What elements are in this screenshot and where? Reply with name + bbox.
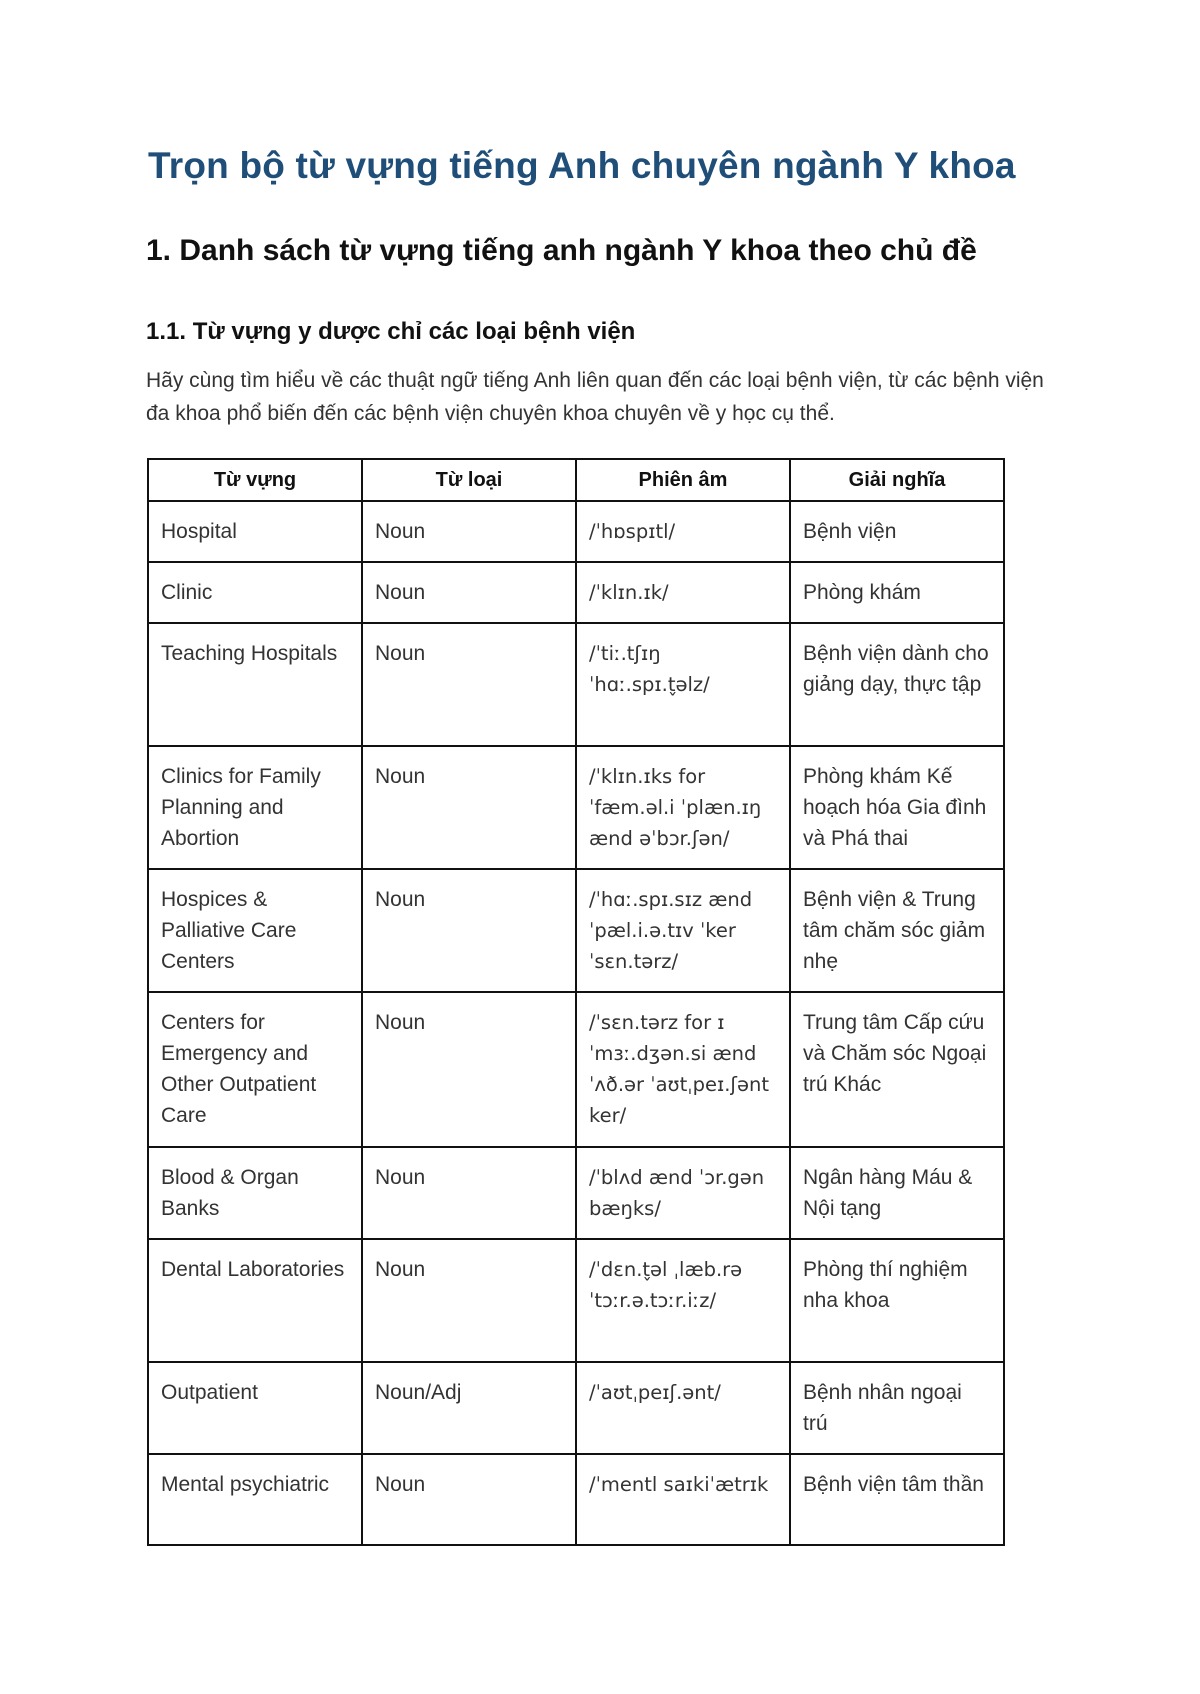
cell-word: Outpatient (148, 1362, 362, 1454)
table-row (148, 746, 1004, 869)
table-row (148, 992, 1004, 1147)
table-row (148, 562, 1004, 623)
cell-pronunciation: /ˈhɒspɪtl/ (576, 501, 790, 562)
cell-pronunciation: /ˈblʌd ænd ˈɔr.gən bæŋks/ (576, 1147, 790, 1239)
cell-part-of-speech: Noun/Adj (362, 1362, 576, 1454)
cell-meaning: Bệnh viện (790, 501, 1004, 562)
table-row (148, 1147, 1004, 1239)
table-row (148, 501, 1004, 562)
table-row (148, 1239, 1004, 1362)
cell-word: Clinics for Family Planning and Abortion (148, 746, 362, 869)
cell-part-of-speech: Noun (362, 992, 576, 1147)
vocabulary-table (147, 458, 1005, 1546)
cell-part-of-speech: Noun (362, 746, 576, 869)
cell-meaning: Bệnh viện & Trung tâm chăm sóc giảm nhẹ (790, 869, 1004, 992)
table-row (148, 869, 1004, 992)
header-pronunciation: Phiên âm (576, 459, 790, 501)
cell-part-of-speech: Noun (362, 1239, 576, 1362)
cell-part-of-speech: Noun (362, 869, 576, 992)
cell-meaning: Bệnh viện dành cho giảng dạy, thực tập (790, 623, 1004, 746)
cell-pronunciation: /ˈhɑː.spɪ.sɪz ænd ˈpæl.i.ə.tɪv ˈker ˈsɛn.tərz/ (576, 869, 790, 992)
cell-word: Hospices & Palliative Care Centers (148, 869, 362, 992)
cell-word: Teaching Hospitals (148, 623, 362, 746)
cell-pronunciation: /ˈsɛn.tərz for ɪˈmɜː.dʒən.si ænd ˈʌð.ər ˈaʊtˌpeɪ.ʃənt ker/ (576, 992, 790, 1147)
cell-word: Clinic (148, 562, 362, 623)
cell-part-of-speech: Noun (362, 501, 576, 562)
cell-meaning: Phòng thí nghiệm nha khoa (790, 1239, 1004, 1362)
header-meaning: Giải nghĩa (790, 459, 1004, 501)
cell-meaning: Bệnh nhân ngoại trú (790, 1362, 1004, 1454)
intro-paragraph: Hãy cùng tìm hiểu về các thuật ngữ tiếng Anh liên quan đến các loại bệnh viện, từ các bệnh viện đa khoa phổ biến đến các bệnh viện chuyên khoa chuyên về y học cụ thể. (146, 369, 1044, 425)
header-word: Từ vựng (148, 459, 362, 501)
document-title: Trọn bộ từ vựng tiếng Anh chuyên ngành Y khoa (148, 145, 1016, 186)
cell-pronunciation: /ˈmentl saɪkiˈætrɪk (576, 1454, 790, 1545)
cell-pronunciation: /ˈdɛn.t̬əl ˌlæb.rəˈtɔːr.ə.tɔːr.iːz/ (576, 1239, 790, 1362)
section-heading: 1. Danh sách từ vựng tiếng anh ngành Y khoa theo chủ đề (146, 234, 977, 267)
cell-word: Blood & Organ Banks (148, 1147, 362, 1239)
cell-pronunciation: /ˈklɪn.ɪks for ˈfæm.əl.i ˈplæn.ɪŋ ænd əˈbɔr.ʃən/ (576, 746, 790, 869)
cell-word: Hospital (148, 501, 362, 562)
table-header-row (148, 459, 1004, 501)
table-row (148, 623, 1004, 746)
header-part-of-speech: Từ loại (362, 459, 576, 501)
cell-pronunciation: /ˈaʊtˌpeɪʃ.ənt/ (576, 1362, 790, 1454)
cell-meaning: Phòng khám Kế hoạch hóa Gia đình và Phá thai (790, 746, 1004, 869)
cell-pronunciation: /ˈklɪn.ɪk/ (576, 562, 790, 623)
cell-pronunciation: /ˈtiː.tʃɪŋ ˈhɑː.spɪ.t̬əlz/ (576, 623, 790, 746)
subsection-heading: 1.1. Từ vựng y dược chỉ các loại bệnh viện (146, 318, 636, 345)
cell-meaning: Bệnh viện tâm thần (790, 1454, 1004, 1545)
cell-part-of-speech: Noun (362, 623, 576, 746)
cell-word: Centers for Emergency and Other Outpatient Care (148, 992, 362, 1147)
cell-meaning: Ngân hàng Máu & Nội tạng (790, 1147, 1004, 1239)
cell-word: Dental Laboratories (148, 1239, 362, 1362)
cell-meaning: Trung tâm Cấp cứu và Chăm sóc Ngoại trú Khác (790, 992, 1004, 1147)
cell-word: Mental psychiatric (148, 1454, 362, 1545)
table-row (148, 1362, 1004, 1454)
table-row (148, 1454, 1004, 1545)
cell-part-of-speech: Noun (362, 1147, 576, 1239)
cell-meaning: Phòng khám (790, 562, 1004, 623)
cell-part-of-speech: Noun (362, 1454, 576, 1545)
cell-part-of-speech: Noun (362, 562, 576, 623)
